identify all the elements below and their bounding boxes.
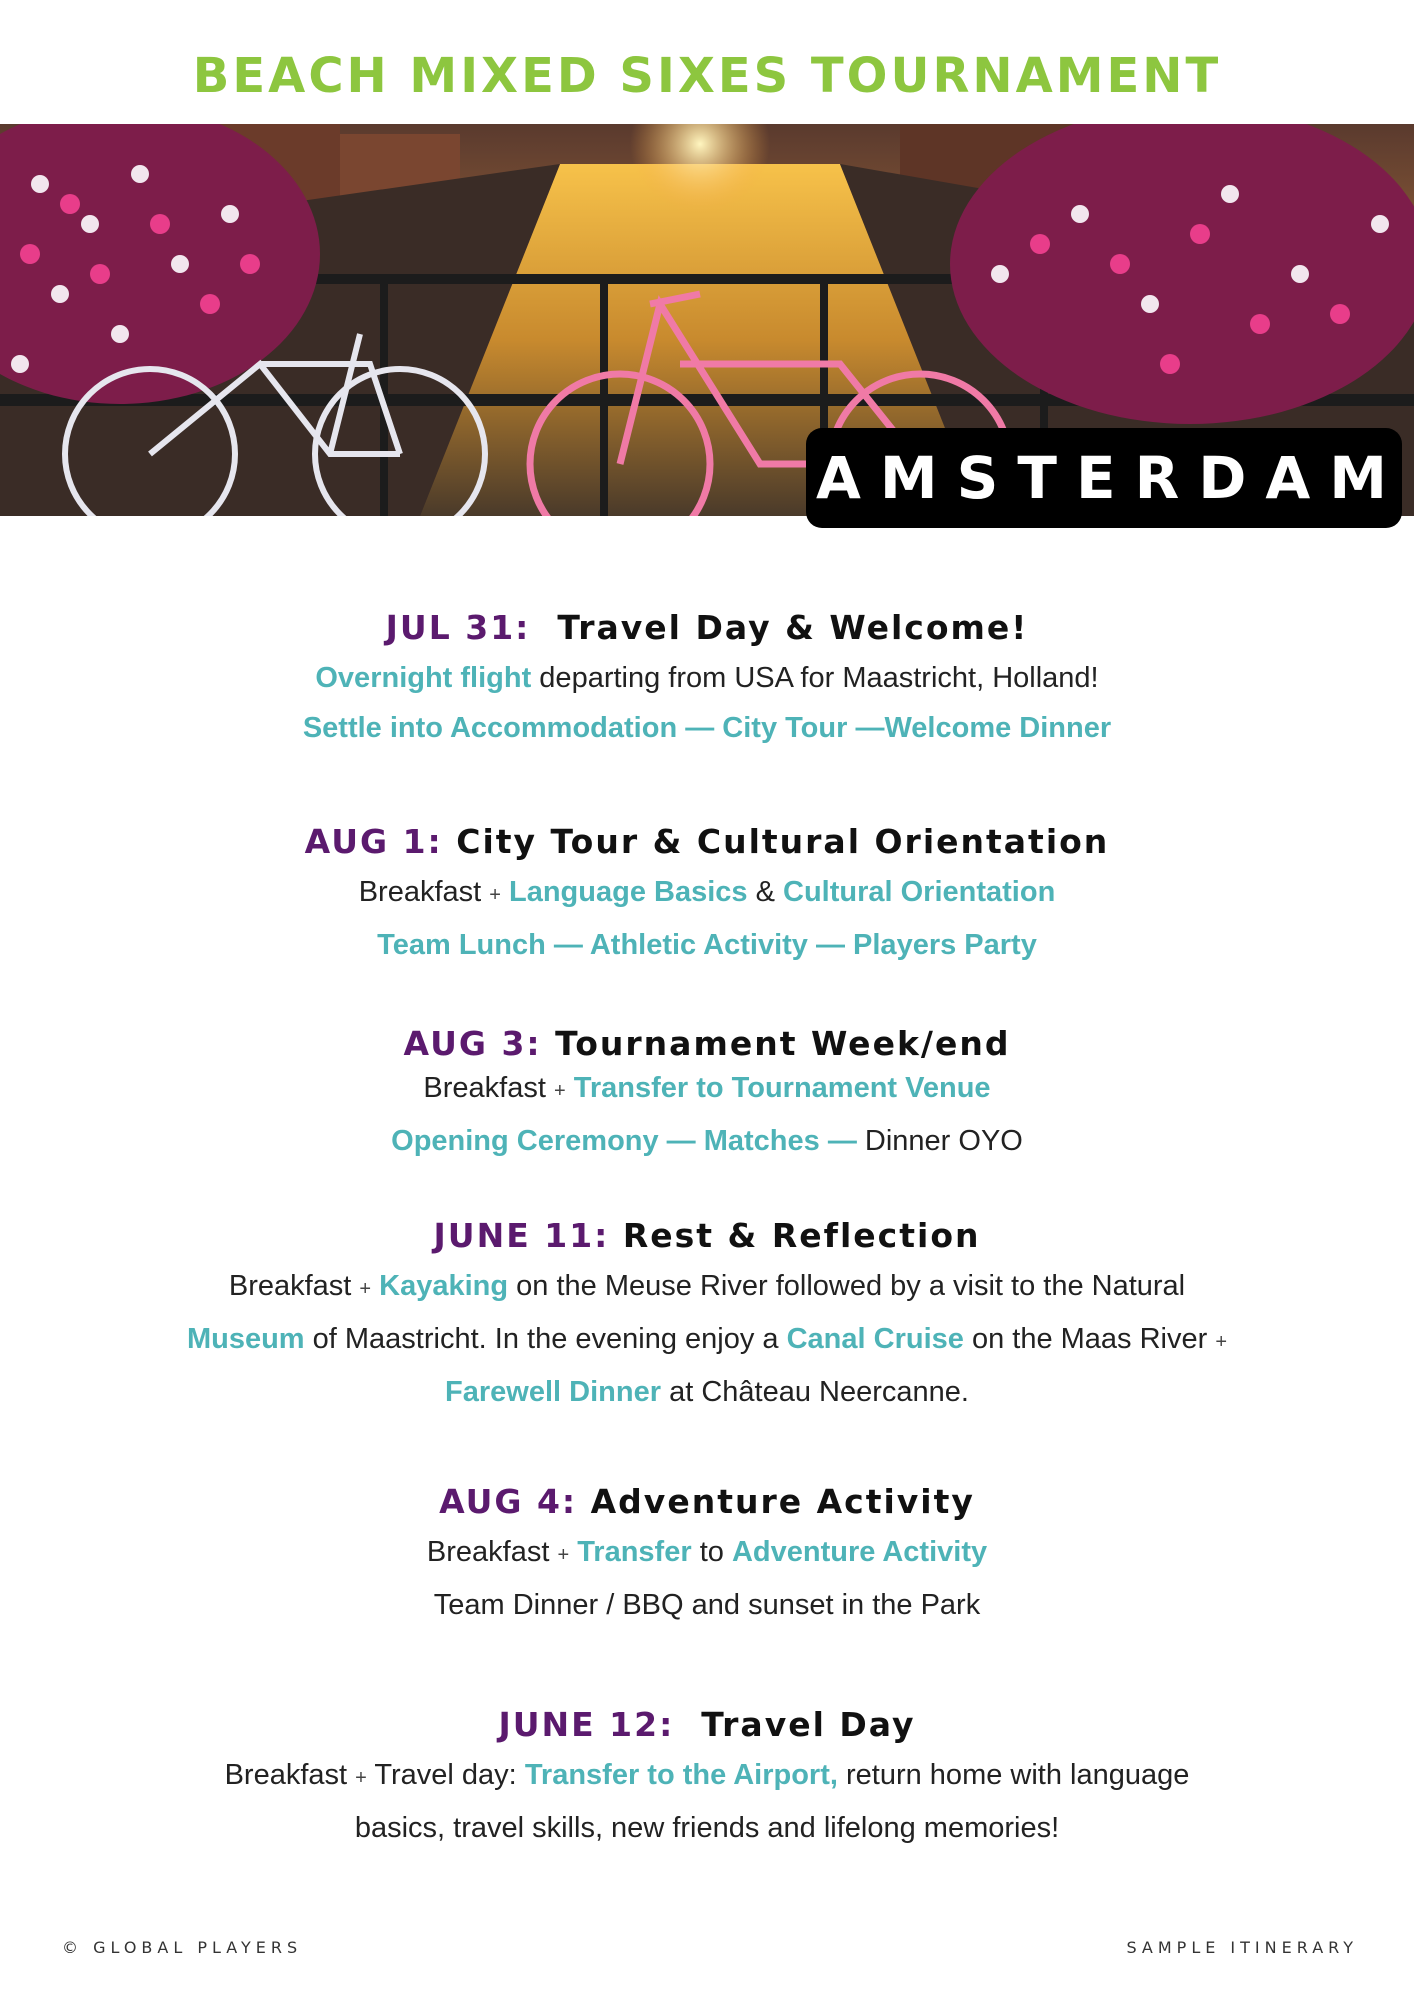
plain-text: [569, 1536, 577, 1568]
day-heading: [0, 1216, 1414, 1255]
day-date: JUNE 12:: [498, 1705, 675, 1744]
plain-text: [566, 1072, 574, 1104]
day-line: [0, 1116, 1414, 1166]
highlight-text: Opening Ceremony — Matches —: [391, 1125, 857, 1157]
city-badge: [806, 428, 1406, 528]
plain-text: departing from USA for Maastricht, Holland!: [531, 662, 1099, 694]
day-date: JUNE 11:: [433, 1216, 610, 1255]
itinerary-day: [0, 822, 1414, 970]
plain-text: Breakfast: [224, 1759, 356, 1791]
plain-text: to: [691, 1536, 732, 1568]
plus-sign: +: [359, 1278, 372, 1300]
day-line: [0, 1261, 1414, 1314]
plain-text: Breakfast: [423, 1072, 554, 1104]
day-line: [0, 1750, 1414, 1803]
day-line: [0, 703, 1414, 753]
plain-text: return home with language: [837, 1759, 1190, 1791]
highlight-text: Transfer to the Airport,: [524, 1759, 838, 1791]
itinerary-day: [0, 1216, 1414, 1417]
highlight-text: Canal Cruise: [786, 1323, 964, 1355]
itinerary-day: [0, 1024, 1414, 1166]
highlight-text: Kayaking: [379, 1270, 509, 1302]
plus-sign: +: [553, 1080, 566, 1102]
day-line: [0, 1367, 1414, 1417]
day-heading: [0, 1482, 1414, 1521]
highlight-text: Adventure Activity: [731, 1536, 988, 1568]
plain-text: basics, travel skills, new friends and lifelong memories!: [354, 1812, 1060, 1844]
day-date: JUL 31:: [385, 608, 531, 647]
day-line: [0, 1314, 1414, 1367]
highlight-text: Cultural Orientation: [783, 876, 1056, 908]
plain-text: on the Meuse River followed by a visit to the Natural: [508, 1270, 1186, 1302]
day-title: Travel Day & Welcome!: [557, 608, 1029, 647]
plain-text: Dinner OYO: [856, 1125, 1023, 1157]
highlight-text: Overnight flight: [315, 662, 532, 694]
plain-text: Travel day:: [366, 1759, 525, 1791]
plus-sign: +: [489, 884, 501, 906]
day-title: Rest & Reflection: [622, 1216, 981, 1255]
day-line: [0, 1580, 1414, 1630]
day-title: Adventure Activity: [590, 1482, 975, 1521]
plain-text: Breakfast: [228, 1270, 360, 1302]
itinerary-day: [0, 608, 1414, 753]
footer-label: SAMPLE ITINERARY: [1126, 1938, 1358, 1957]
highlight-text: Team Lunch — Athletic Activity — Players Party: [377, 929, 1037, 961]
day-heading: [0, 608, 1414, 647]
plain-text: [501, 876, 509, 908]
day-date: AUG 1:: [304, 822, 443, 861]
day-date: AUG 3:: [403, 1024, 542, 1063]
city-name: AMSTERDAM: [816, 444, 1406, 512]
plus-sign: +: [557, 1544, 570, 1566]
plain-text: of Maastricht. In the evening enjoy a: [304, 1323, 787, 1355]
day-line: [0, 1803, 1414, 1853]
day-line: [0, 867, 1414, 920]
plain-text: Team Dinner / BBQ and sunset in the Park: [433, 1589, 981, 1621]
day-line: [0, 1063, 1414, 1116]
highlight-text: Farewell Dinner: [445, 1376, 662, 1408]
day-title: Tournament Week/end: [555, 1024, 1011, 1063]
itinerary-day: [0, 1705, 1414, 1853]
highlight-text: Museum: [186, 1323, 305, 1355]
highlight-text: Settle into Accommodation — City Tour —Welcome Dinner: [302, 712, 1112, 744]
plain-text: on the Maas River: [963, 1323, 1216, 1355]
day-title: City Tour & Cultural Orientation: [456, 822, 1110, 861]
day-heading: [0, 1024, 1414, 1063]
plain-text: &: [747, 876, 783, 908]
plain-text: at Château Neercanne.: [661, 1376, 969, 1408]
day-line: [0, 1527, 1414, 1580]
day-title: Travel Day: [701, 1705, 916, 1744]
day-heading: [0, 822, 1414, 861]
footer-copyright: © GLOBAL PLAYERS: [62, 1938, 303, 1957]
day-date: AUG 4:: [439, 1482, 578, 1521]
day-line: [0, 920, 1414, 970]
highlight-text: Transfer to Tournament Venue: [573, 1072, 991, 1104]
itinerary-day: [0, 1482, 1414, 1630]
highlight-text: Language Basics: [509, 876, 748, 908]
page-title: BEACH MIXED SIXES TOURNAMENT: [192, 48, 1222, 104]
day-heading: [0, 1705, 1414, 1744]
day-line: [0, 653, 1414, 703]
plain-text: [371, 1270, 379, 1302]
plain-text: Breakfast: [426, 1536, 558, 1568]
plus-sign: +: [355, 1767, 367, 1789]
plus-sign: +: [1215, 1331, 1228, 1353]
highlight-text: Transfer: [577, 1536, 692, 1568]
plain-text: Breakfast: [358, 876, 490, 908]
